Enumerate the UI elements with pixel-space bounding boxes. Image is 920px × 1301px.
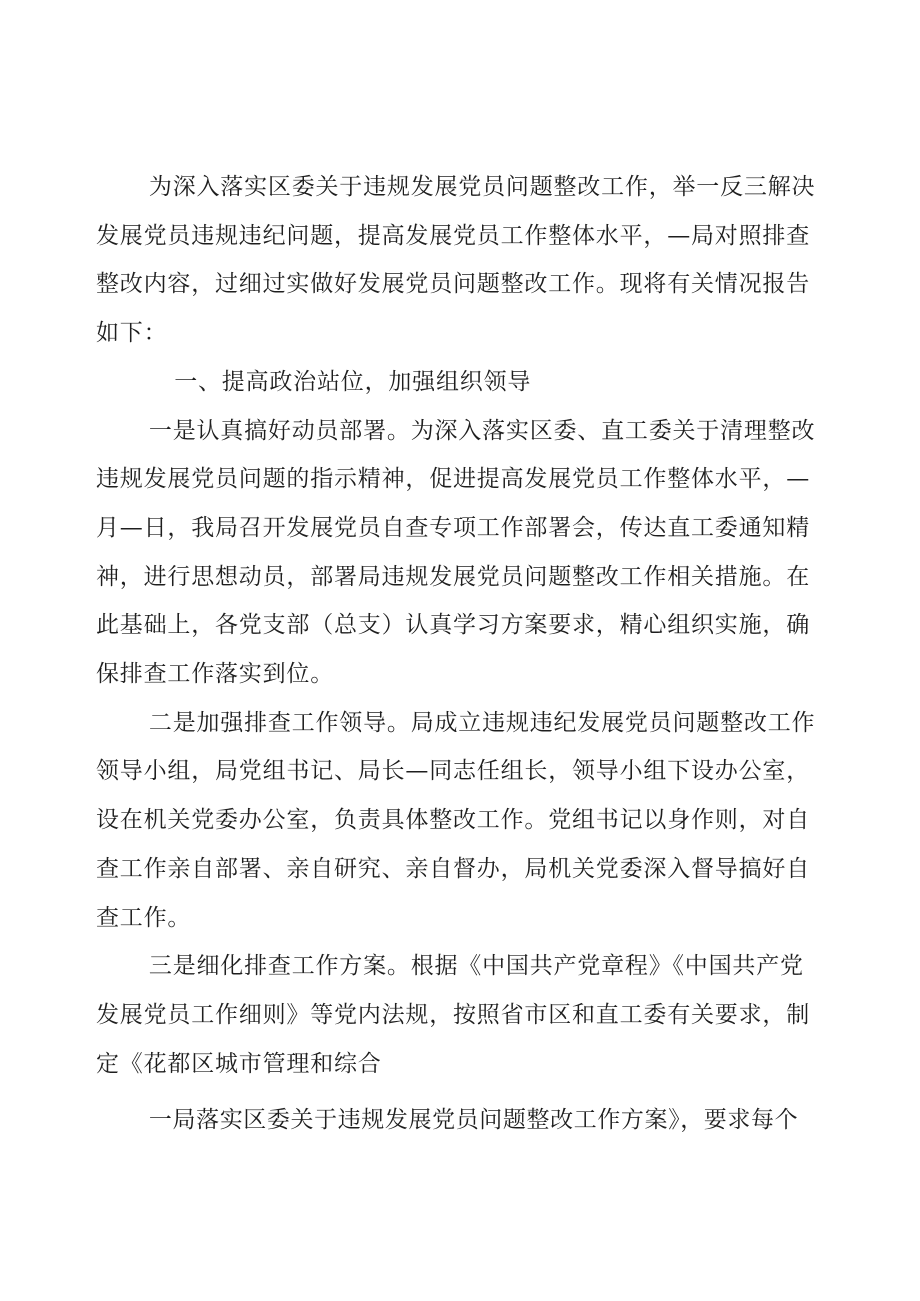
item-three-paragraph: 三是细化排查工作方案。根据《中国共产党章程》《中国共产党 发展党员工作细则》等党内法规，按照省市区和直工委有关要求，制 定《花都区城市管理和综合 <box>96 953 810 1077</box>
continuation-paragraph: 一局落实区委关于违规发展党员问题整改工作方案》，要求每个 <box>148 1107 799 1134</box>
document-body <box>96 163 822 1145</box>
intro-paragraph: 为深入落实区委关于违规发展党员问题整改工作，举一反三解决 发展党员违规违纪问题，提高发展党员工作整体水平，—局对照排查 整改内容，过细过实做好发展党员问题整改工作。现将有关情况报告 如下： <box>96 174 816 347</box>
item-one-paragraph: 一是认真搞好动员部署。为深入落实区委、直工委关于清理整改 违规发展党员问题的指示精神，促进提高发展党员工作整体水平，— 月—日，我局召开发展党员自查专项工作部署会，传达直工委通知精 神，进行思想动员，部署局违规发展党员问题整改工作相关措施。在 此基础上，各党支部（总支）认真学习方案要求，精心组织实施，确 保排查工作落实到位。 <box>96 417 816 688</box>
item-two-paragraph: 二是加强排查工作领导。局成立违规违纪发展党员问题整改工作 领导小组，局党组书记、局长—同志任组长，领导小组下设办公室， 设在机关党委办公室，负责具体整改工作。党组书记以身作则，对自 查工作亲自部署、亲自研究、亲自督办，局机关党委深入督导搞好自 查工作。 <box>96 709 816 931</box>
section-heading: 一、提高政治站位，加强组织领导 <box>174 368 532 395</box>
